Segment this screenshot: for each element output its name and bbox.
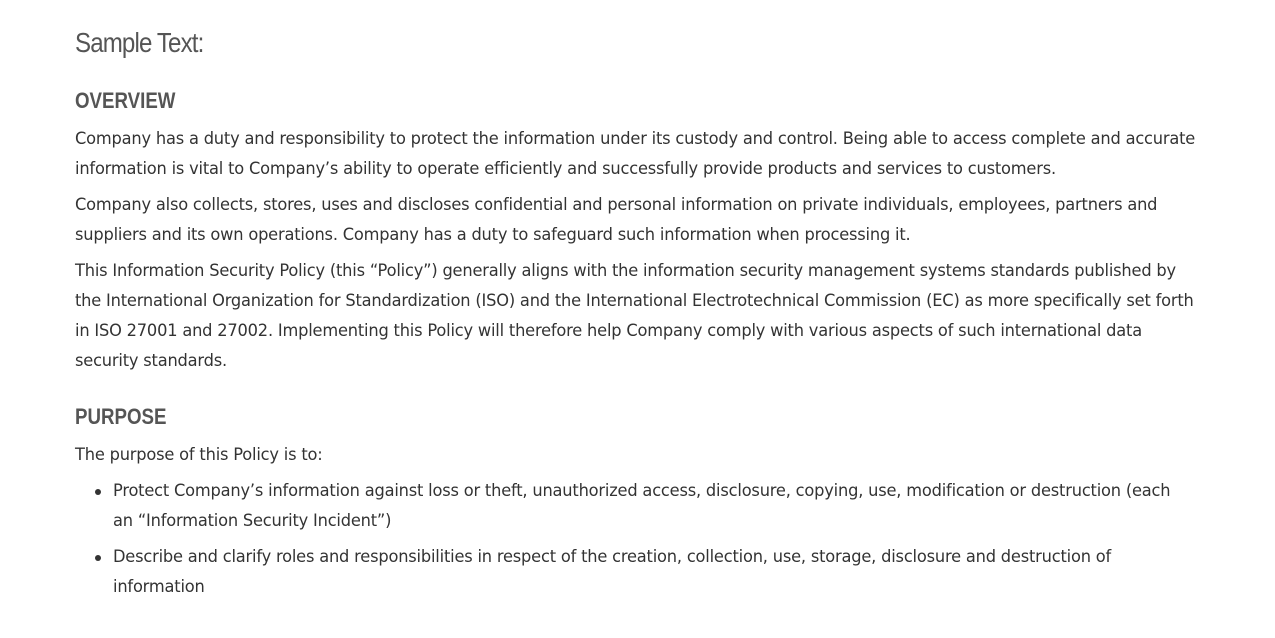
purpose-bullet-list bbox=[75, 476, 1205, 602]
overview-paragraph: Company has a duty and responsibility to protect the information under its custody and control. Being able to access complete and accurate information is vital to Company’s ability to operate efficiently and successfully provide products and services to customers. bbox=[75, 129, 1196, 179]
overview-heading: OVERVIEW bbox=[75, 88, 176, 113]
purpose-heading: PURPOSE bbox=[75, 404, 167, 429]
bullet-text: Describe and clarify roles and responsibilities in respect of the creation, collection, use, storage, disclosure and destruction of information bbox=[113, 547, 1112, 597]
bullet-text: Protect Company’s information against loss or theft, unauthorized access, disclosure, copying, use, modification or destruction (each an “Information Security Incident”) bbox=[113, 481, 1171, 531]
bullet-icon bbox=[95, 489, 101, 495]
overview-paragraph: This Information Security Policy (this “Policy”) generally aligns with the information security management systems standards published by the International Organization for Standardization (ISO) and the International Electrotechnical Commission (EC) as more specifically set forth in ISO 27001 and 27002. Implementing this Policy will therefore help Company comply with various aspects of such international data security standards. bbox=[75, 261, 1194, 371]
bullet-icon bbox=[95, 555, 101, 561]
purpose-intro: The purpose of this Policy is to: bbox=[75, 445, 323, 465]
overview-paragraph: Company also collects, stores, uses and discloses confidential and personal information on private individuals, employees, partners and suppliers and its own operations. Company has a duty to safeguard such information when processing it. bbox=[75, 195, 1158, 245]
sample-text-label: Sample Text: bbox=[75, 27, 204, 58]
list-item bbox=[75, 476, 1205, 536]
list-item bbox=[75, 542, 1205, 602]
document-page bbox=[75, 24, 1205, 608]
